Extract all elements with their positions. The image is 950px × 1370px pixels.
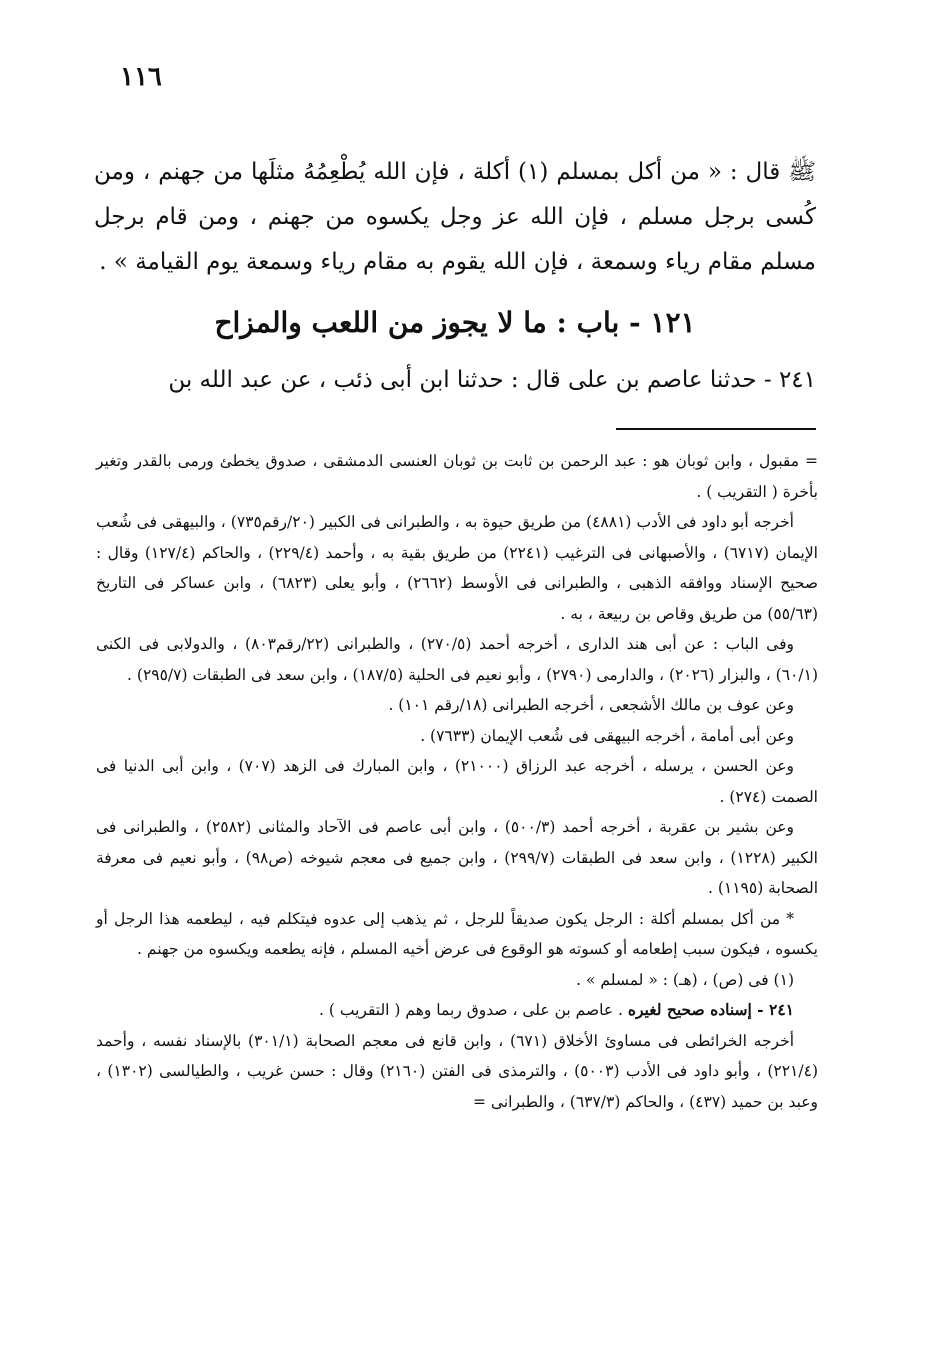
footnote-variant: (١) فى (ص) ، (هـ) : « لمسلم » . (576, 970, 794, 989)
chapter-heading: ١٢١ - باب : ما لا يجوز من اللعب والمزاح (214, 306, 696, 339)
hadith-241-grading (96, 995, 818, 1026)
footnote-paragraph: أخرجه أبو داود فى الأدب (٤٨٨١) من طريق حيوة به ، والطبرانى فى الكبير (٢٠/رقم٧٣٥) ، والبيهقى فى شُعب الإيمان (٦٧١٧) ، والأصبهانى فى الترغيب (٢٢٤١) من طريق بقية به ، وأحمد (٢٢٩/٤) ، والحاكم (١٢٧/٤) وقال : صحيح الإسناد ووافقه الذهبى ، والطبرانى فى الأوسط (٢٦٦٢) ، وأبو يعلى (٦٨٢٣) ، وابن عساكر فى التاريخ (٥٥/٦٣) من طريق وقاص بن ربيعة ، به . (96, 513, 819, 623)
footnote-paragraph: وعن الحسن ، يرسله ، أخرجه عبد الرزاق (٢١٠٠٠) ، وابن المبارك فى الزهد (٧٠٧) ، وابن أبى الدنيا فى الصمت (٢٧٤) . (96, 757, 818, 806)
grading-text: . عاصم بن على ، صدوق ربما وهم ( التقريب ) . (319, 1001, 628, 1019)
grading-label: ٢٤١ - إسناده صحيح لغيره (627, 1000, 794, 1019)
footnote-paragraph: أخرجه الخرائطى فى مساوئ الأخلاق (٦٧١) ، وابن قانع فى معجم الصحابة (٣٠١/١) بالإسناد نفسه ، وأحمد (٢٢١/٤) ، وأبو داود فى الأدب (٥٠٠٣) ، والترمذى فى الفتن (٢١٦٠) وقال : حسن غريب ، والطيالسى (١٣٠٢) ، وعبد بن حميد (٤٣٧) ، والحاكم (٦٣٧/٣) ، والطبرانى = (96, 1031, 818, 1111)
hadith-241-text: ٢٤١ - حدثنا عاصم بن على قال : حدثنا ابن أبى ذئب ، عن عبد الله بن (168, 367, 816, 393)
glossary-note: * من أكل بمسلم أكلة : الرجل يكون صديقاً للرجل ، ثم يذهب إلى عدوه فيتكلم فيه ، ليطعمه هذا الرجل أو يكسوه ، فيكون سبب إطعامه أو كسوته هو الوقوع فى عرض أخيه المسلم ، فإنه يطعمه ويكسوه من جهنم . (96, 909, 818, 958)
footnote-paragraph: وعن أبى أمامة ، أخرجه البيهقى فى شُعب الإيمان (٧٦٣٣) . (420, 726, 794, 745)
main-text: ﷺ قال : « من أكل بمسلم (١) أكلة ، فإن الله يُطْعِمُهُ مثلَها من جهنم ، ومن كُسى برجل مسلم ، فإن الله عز وجل يكسوه من جهنم ، ومن قام برجل مسلم مقام رياء وسمعة ، فإن الله يقوم به مقام رياء وسمعة يوم القيامة » . (94, 159, 816, 275)
footnote-paragraph: وعن بشير بن عقربة ، أخرجه أحمد (٥٠٠/٣) ، وابن أبى عاصم فى الآحاد والمثانى (٢٥٨٢) ، والطبرانى فى الكبير (١٢٢٨) ، وابن سعد فى الطبقات (٢٩٩/٧) ، وابن جميع فى معجم شيوخه (ص٩٨) ، وأبو نعيم فى معرفة الصحابة (١١٩٥) . (96, 818, 818, 897)
footnote-paragraph: وفى الباب : عن أبى هند الدارى ، أخرجه أحمد (٢٧٠/٥) ، والطبرانى (٢٢/رقم٨٠٣) ، والدولابى فى الكنى (٦٠/١) ، والبزار (٢٠٢٦) ، والدارمى (٢٧٩٠) ، وأبو نعيم فى الحلية (١٨٧/٥) ، وابن سعد فى الطبقات (٢٩٥/٧) . (96, 635, 818, 684)
footnote-divider (616, 428, 816, 430)
footnote-paragraph: وعن عوف بن مالك الأشجعى ، أخرجه الطبرانى (١٨/رقم ١٠١) . (388, 696, 794, 714)
footnotes (96, 446, 818, 1117)
page-number: ١١٦ (120, 62, 162, 92)
footnote-paragraph: = مقبول ، وابن ثوبان هو : عبد الرحمن بن ثابت بن ثوبان العنسى الدمشقى ، صدوق يخطئ ورمى بالقدر وتغير بأخرة ( التقريب ) . (96, 452, 818, 501)
